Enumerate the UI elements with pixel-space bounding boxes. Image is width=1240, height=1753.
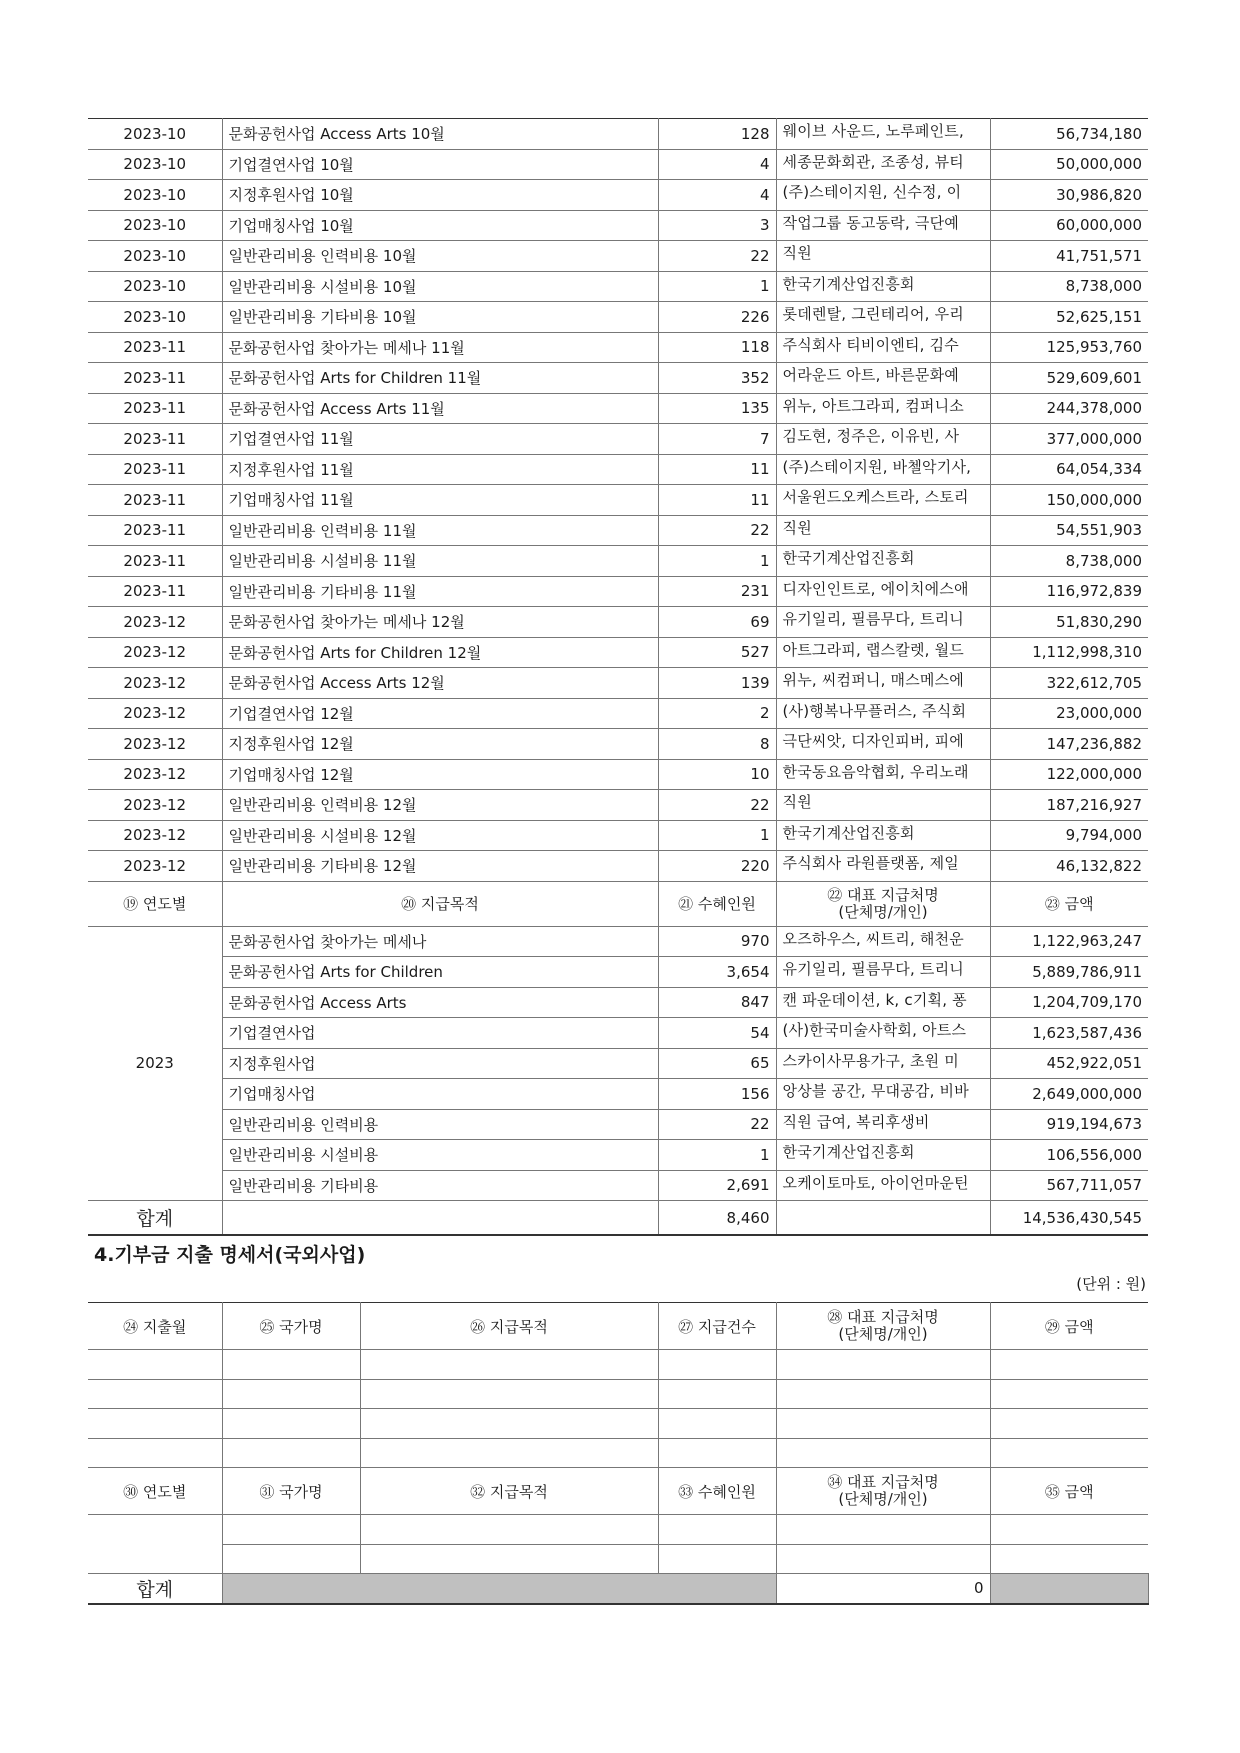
cell-recipient: 캔 파운데이션, k, c기획, 퐁 bbox=[776, 987, 990, 1018]
cell-recipient: (주)스테이지원, 바첼악기사, bbox=[776, 454, 990, 485]
table-row bbox=[88, 1544, 1148, 1574]
cell-month: 2023-12 bbox=[88, 637, 222, 668]
table-row bbox=[88, 1109, 1148, 1140]
cell-purpose: 문화공헌사업 Arts for Children bbox=[222, 957, 658, 988]
table-row bbox=[88, 271, 1148, 302]
cell-amount: 244,378,000 bbox=[990, 393, 1148, 424]
header-recipient-line2: (단체명/개인) bbox=[838, 1490, 928, 1508]
cell-beneficiaries: 128 bbox=[658, 119, 776, 150]
cell-recipient: 위누, 아트그라피, 컴퍼니소 bbox=[776, 393, 990, 424]
cell-purpose: 일반관리비용 시설비용 12월 bbox=[222, 820, 658, 851]
table-row bbox=[88, 926, 1148, 957]
header-purpose: ⑳ 지급목적 bbox=[222, 881, 658, 926]
table-row bbox=[88, 1079, 1148, 1110]
cell-beneficiaries: 1 bbox=[658, 1140, 776, 1171]
cell-purpose: 기업매칭사업 12월 bbox=[222, 759, 658, 790]
cell-purpose: 기업결연사업 10월 bbox=[222, 149, 658, 180]
cell-recipient: 주식회사 티비이엔티, 김수 bbox=[776, 332, 990, 363]
cell-amount: 529,609,601 bbox=[990, 363, 1148, 394]
table-row bbox=[88, 210, 1148, 241]
cell-month: 2023-11 bbox=[88, 363, 222, 394]
header-month: ㉔ 지출월 bbox=[88, 1303, 222, 1350]
overseas-expenditure-table bbox=[88, 1302, 1148, 1605]
cell-beneficiaries: 69 bbox=[658, 607, 776, 638]
cell-amount: 8,738,000 bbox=[990, 546, 1148, 577]
table-row bbox=[88, 424, 1148, 455]
table-row bbox=[88, 180, 1148, 211]
cell-month: 2023-10 bbox=[88, 271, 222, 302]
cell-purpose: 일반관리비용 기타비용 11월 bbox=[222, 576, 658, 607]
cell-purpose: 일반관리비용 시설비용 11월 bbox=[222, 546, 658, 577]
total-label: 합계 bbox=[88, 1201, 222, 1236]
cell-beneficiaries: 11 bbox=[658, 485, 776, 516]
cell-amount: 919,194,673 bbox=[990, 1109, 1148, 1140]
cell-recipient: 롯데렌탈, 그린테리어, 우리 bbox=[776, 302, 990, 333]
cell-month: 2023-11 bbox=[88, 576, 222, 607]
cell-amount: 187,216,927 bbox=[990, 790, 1148, 821]
table-row bbox=[88, 1350, 1148, 1380]
cell-recipient: 디자인인트로, 에이치에스애 bbox=[776, 576, 990, 607]
cell-beneficiaries: 135 bbox=[658, 393, 776, 424]
total-label: 합계 bbox=[88, 1574, 222, 1604]
table-row bbox=[88, 1438, 1148, 1468]
total-shaded-recipient bbox=[990, 1574, 1148, 1604]
cell-amount: 30,986,820 bbox=[990, 180, 1148, 211]
cell-amount: 8,738,000 bbox=[990, 271, 1148, 302]
table-row bbox=[88, 241, 1148, 272]
cell-beneficiaries: 139 bbox=[658, 668, 776, 699]
total-empty-recipient bbox=[776, 1201, 990, 1236]
header-recipient-line1: ㉞ 대표 지급처명 bbox=[827, 1473, 939, 1491]
unit-label: (단위 : 원) bbox=[1076, 1275, 1146, 1293]
cell-amount: 567,711,057 bbox=[990, 1170, 1148, 1201]
cell-recipient: 한국동요음악협회, 우리노래 bbox=[776, 759, 990, 790]
table-row bbox=[88, 515, 1148, 546]
header-country: ㉕ 국가명 bbox=[222, 1303, 360, 1350]
cell-amount: 60,000,000 bbox=[990, 210, 1148, 241]
cell-beneficiaries: 22 bbox=[658, 241, 776, 272]
cell-month: 2023-10 bbox=[88, 119, 222, 150]
table-row bbox=[88, 546, 1148, 577]
table-row bbox=[88, 485, 1148, 516]
section-title: 4.기부금 지출 명세서(국외사업) bbox=[94, 1244, 366, 1266]
cell-amount: 1,204,709,170 bbox=[990, 987, 1148, 1018]
page bbox=[88, 118, 1148, 1605]
domestic-expenditure-table bbox=[88, 118, 1148, 1236]
header-amount: ㉙ 금액 bbox=[990, 1303, 1148, 1350]
cell-purpose: 기업결연사업 11월 bbox=[222, 424, 658, 455]
cell-recipient: 어라운드 아트, 바른문화예 bbox=[776, 363, 990, 394]
cell-purpose: 일반관리비용 시설비용 bbox=[222, 1140, 658, 1171]
cell-amount: 64,054,334 bbox=[990, 454, 1148, 485]
cell-amount: 377,000,000 bbox=[990, 424, 1148, 455]
cell-amount: 52,625,151 bbox=[990, 302, 1148, 333]
header-beneficiaries: ㉝ 수혜인원 bbox=[658, 1468, 776, 1515]
cell-beneficiaries: 1 bbox=[658, 820, 776, 851]
table-row bbox=[88, 576, 1148, 607]
cell-beneficiaries: 2 bbox=[658, 698, 776, 729]
cell-recipient: 유기일리, 필름무다, 트리니 bbox=[776, 607, 990, 638]
cell-beneficiaries: 352 bbox=[658, 363, 776, 394]
overseas-year-header-row bbox=[88, 1468, 1148, 1515]
table-row bbox=[88, 957, 1148, 988]
cell-beneficiaries: 10 bbox=[658, 759, 776, 790]
cell-amount: 5,889,786,911 bbox=[990, 957, 1148, 988]
cell-purpose: 일반관리비용 시설비용 10월 bbox=[222, 271, 658, 302]
cell-month: 2023-12 bbox=[88, 607, 222, 638]
header-recipient-line2: (단체명/개인) bbox=[838, 902, 928, 921]
cell-month: 2023-12 bbox=[88, 820, 222, 851]
cell-amount: 56,734,180 bbox=[990, 119, 1148, 150]
table-row bbox=[88, 1018, 1148, 1049]
header-beneficiaries: ㉑ 수혜인원 bbox=[658, 881, 776, 926]
cell-amount: 54,551,903 bbox=[990, 515, 1148, 546]
cell-purpose: 기업매칭사업 bbox=[222, 1079, 658, 1110]
cell-month: 2023-11 bbox=[88, 424, 222, 455]
cell-month: 2023-12 bbox=[88, 698, 222, 729]
cell-recipient: 위누, 씨컴퍼니, 매스메스에 bbox=[776, 668, 990, 699]
cell-beneficiaries: 527 bbox=[658, 637, 776, 668]
cell-month: 2023-11 bbox=[88, 393, 222, 424]
cell-recipient: 직원 급여, 복리후생비 bbox=[776, 1109, 990, 1140]
total-empty bbox=[222, 1201, 658, 1236]
table-row bbox=[88, 1379, 1148, 1409]
header-year: ⑲ 연도별 bbox=[88, 881, 222, 926]
cell-recipient: (주)스테이지원, 신수정, 이 bbox=[776, 180, 990, 211]
overseas-header-row bbox=[88, 1303, 1148, 1350]
cell-amount: 125,953,760 bbox=[990, 332, 1148, 363]
total-row bbox=[88, 1201, 1148, 1236]
table-row bbox=[88, 332, 1148, 363]
header-country: ㉛ 국가명 bbox=[222, 1468, 360, 1515]
cell-purpose: 문화공헌사업 찾아가는 메세나 bbox=[222, 926, 658, 957]
cell-month: 2023-10 bbox=[88, 302, 222, 333]
cell-recipient: 주식회사 라원플랫폼, 제일 bbox=[776, 851, 990, 882]
cell-purpose: 문화공헌사업 Access Arts 12월 bbox=[222, 668, 658, 699]
table-row bbox=[88, 302, 1148, 333]
table-row bbox=[88, 851, 1148, 882]
cell-beneficiaries: 7 bbox=[658, 424, 776, 455]
cell-month: 2023-10 bbox=[88, 180, 222, 211]
cell-amount: 9,794,000 bbox=[990, 820, 1148, 851]
cell-recipient: (사)행복나무플러스, 주식회 bbox=[776, 698, 990, 729]
cell-amount: 23,000,000 bbox=[990, 698, 1148, 729]
cell-beneficiaries: 1 bbox=[658, 546, 776, 577]
cell-recipient: (사)한국미술사학회, 아트스 bbox=[776, 1018, 990, 1049]
cell-purpose: 문화공헌사업 Access Arts 11월 bbox=[222, 393, 658, 424]
cell-beneficiaries: 847 bbox=[658, 987, 776, 1018]
cell-month: 2023-12 bbox=[88, 759, 222, 790]
table-row bbox=[88, 759, 1148, 790]
yearly-rows bbox=[88, 926, 1148, 1201]
cell-recipient: 오즈하우스, 씨트리, 해천운 bbox=[776, 926, 990, 957]
cell-recipient: 한국기계산업진흥회 bbox=[776, 820, 990, 851]
header-amount: ㉟ 금액 bbox=[990, 1468, 1148, 1515]
total-beneficiaries: 0 bbox=[776, 1574, 990, 1604]
table-row bbox=[88, 363, 1148, 394]
cell-amount: 452,922,051 bbox=[990, 1048, 1148, 1079]
cell-recipient: 유기일리, 필름무다, 트리니 bbox=[776, 957, 990, 988]
cell-amount: 1,122,963,247 bbox=[990, 926, 1148, 957]
cell-purpose: 기업매칭사업 11월 bbox=[222, 485, 658, 516]
cell-amount: 122,000,000 bbox=[990, 759, 1148, 790]
cell-purpose: 지정후원사업 bbox=[222, 1048, 658, 1079]
cell-beneficiaries: 156 bbox=[658, 1079, 776, 1110]
table-row bbox=[88, 607, 1148, 638]
cell-purpose: 일반관리비용 인력비용 12월 bbox=[222, 790, 658, 821]
cell-purpose: 지정후원사업 11월 bbox=[222, 454, 658, 485]
cell-purpose: 일반관리비용 인력비용 11월 bbox=[222, 515, 658, 546]
cell-amount: 46,132,822 bbox=[990, 851, 1148, 882]
cell-purpose: 일반관리비용 기타비용 bbox=[222, 1170, 658, 1201]
cell-recipient: 아트그라피, 랩스칼렛, 월드 bbox=[776, 637, 990, 668]
yearly-section bbox=[88, 881, 1148, 926]
cell-beneficiaries: 3,654 bbox=[658, 957, 776, 988]
cell-purpose: 문화공헌사업 Arts for Children 11월 bbox=[222, 363, 658, 394]
cell-purpose: 문화공헌사업 Access Arts 10월 bbox=[222, 119, 658, 150]
cell-month: 2023-11 bbox=[88, 332, 222, 363]
cell-beneficiaries: 118 bbox=[658, 332, 776, 363]
cell-purpose: 기업매칭사업 10월 bbox=[222, 210, 658, 241]
table-row bbox=[88, 1170, 1148, 1201]
cell-month: 2023-10 bbox=[88, 241, 222, 272]
table-row bbox=[88, 698, 1148, 729]
cell-amount: 150,000,000 bbox=[990, 485, 1148, 516]
header-recipient bbox=[776, 881, 990, 926]
cell-beneficiaries: 4 bbox=[658, 149, 776, 180]
cell-recipient: 한국기계산업진흥회 bbox=[776, 271, 990, 302]
cell-amount: 2,649,000,000 bbox=[990, 1079, 1148, 1110]
overseas-total-row bbox=[88, 1574, 1148, 1604]
cell-beneficiaries: 65 bbox=[658, 1048, 776, 1079]
monthly-rows bbox=[88, 119, 1148, 882]
header-year: ㉚ 연도별 bbox=[88, 1468, 222, 1515]
table-row bbox=[88, 149, 1148, 180]
cell-month: 2023-11 bbox=[88, 485, 222, 516]
cell-beneficiaries: 231 bbox=[658, 576, 776, 607]
table-row bbox=[88, 729, 1148, 760]
table-row bbox=[88, 119, 1148, 150]
cell-amount: 106,556,000 bbox=[990, 1140, 1148, 1171]
table-row bbox=[88, 668, 1148, 699]
cell-purpose: 문화공헌사업 찾아가는 메세나 12월 bbox=[222, 607, 658, 638]
total-beneficiaries: 8,460 bbox=[658, 1201, 776, 1236]
cell-beneficiaries: 54 bbox=[658, 1018, 776, 1049]
cell-amount: 116,972,839 bbox=[990, 576, 1148, 607]
cell-purpose: 문화공헌사업 Arts for Children 12월 bbox=[222, 637, 658, 668]
cell-purpose: 일반관리비용 인력비용 bbox=[222, 1109, 658, 1140]
yearly-header-row bbox=[88, 881, 1148, 926]
cell-recipient: 한국기계산업진흥회 bbox=[776, 546, 990, 577]
header-recipient-line1: ㉘ 대표 지급처명 bbox=[827, 1308, 939, 1326]
header-count: ㉗ 지급건수 bbox=[658, 1303, 776, 1350]
table-row bbox=[88, 987, 1148, 1018]
cell-purpose: 일반관리비용 인력비용 10월 bbox=[222, 241, 658, 272]
cell-beneficiaries: 22 bbox=[658, 790, 776, 821]
cell-month: 2023-11 bbox=[88, 546, 222, 577]
cell-month: 2023-10 bbox=[88, 210, 222, 241]
cell-recipient: 앙상블 공간, 무대공감, 비바 bbox=[776, 1079, 990, 1110]
cell-recipient: 웨이브 사운드, 노루페인트, bbox=[776, 119, 990, 150]
cell-purpose: 문화공헌사업 찾아가는 메세나 11월 bbox=[222, 332, 658, 363]
cell-beneficiaries: 226 bbox=[658, 302, 776, 333]
total-amount: 14,536,430,545 bbox=[990, 1201, 1148, 1236]
cell-recipient: 작업그룹 동고동락, 극단예 bbox=[776, 210, 990, 241]
cell-beneficiaries: 970 bbox=[658, 926, 776, 957]
cell-month: 2023-10 bbox=[88, 149, 222, 180]
cell-amount: 147,236,882 bbox=[990, 729, 1148, 760]
cell-recipient: 한국기계산업진흥회 bbox=[776, 1140, 990, 1171]
cell-beneficiaries: 11 bbox=[658, 454, 776, 485]
header-recipient-line1: ㉒ 대표 지급처명 bbox=[827, 885, 939, 904]
cell-recipient: 직원 bbox=[776, 241, 990, 272]
cell-month: 2023-12 bbox=[88, 729, 222, 760]
header-recipient bbox=[776, 1303, 990, 1350]
cell-purpose: 지정후원사업 12월 bbox=[222, 729, 658, 760]
cell-year: 2023 bbox=[88, 926, 222, 1201]
cell-amount: 1,623,587,436 bbox=[990, 1018, 1148, 1049]
table-row bbox=[88, 1515, 1148, 1545]
table-row bbox=[88, 1409, 1148, 1439]
cell-purpose: 기업결연사업 bbox=[222, 1018, 658, 1049]
cell-recipient: 오케이토마토, 아이언마운틴 bbox=[776, 1170, 990, 1201]
header-purpose: ㉜ 지급목적 bbox=[360, 1468, 658, 1515]
table-row bbox=[88, 393, 1148, 424]
cell-beneficiaries: 2,691 bbox=[658, 1170, 776, 1201]
cell-recipient: 스카이사무용가구, 초원 미 bbox=[776, 1048, 990, 1079]
cell-beneficiaries: 4 bbox=[658, 180, 776, 211]
header-recipient bbox=[776, 1468, 990, 1515]
cell-recipient: 김도현, 정주은, 이유빈, 사 bbox=[776, 424, 990, 455]
cell-beneficiaries: 22 bbox=[658, 1109, 776, 1140]
cell-purpose: 문화공헌사업 Access Arts bbox=[222, 987, 658, 1018]
cell-month: 2023-12 bbox=[88, 668, 222, 699]
table-row bbox=[88, 1048, 1148, 1079]
cell-purpose: 일반관리비용 기타비용 10월 bbox=[222, 302, 658, 333]
table-row bbox=[88, 454, 1148, 485]
cell-amount: 322,612,705 bbox=[990, 668, 1148, 699]
cell-beneficiaries: 8 bbox=[658, 729, 776, 760]
cell-amount: 51,830,290 bbox=[990, 607, 1148, 638]
cell-month: 2023-12 bbox=[88, 851, 222, 882]
table-row bbox=[88, 637, 1148, 668]
total-shaded-cell bbox=[222, 1574, 776, 1604]
cell-amount: 41,751,571 bbox=[990, 241, 1148, 272]
cell-recipient: 극단씨앗, 디자인피버, 피에 bbox=[776, 729, 990, 760]
cell-purpose: 일반관리비용 기타비용 12월 bbox=[222, 851, 658, 882]
table-row bbox=[88, 790, 1148, 821]
cell-amount: 50,000,000 bbox=[990, 149, 1148, 180]
cell-beneficiaries: 3 bbox=[658, 210, 776, 241]
cell-recipient: 서울윈드오케스트라, 스토리 bbox=[776, 485, 990, 516]
cell-beneficiaries: 22 bbox=[658, 515, 776, 546]
cell-recipient: 세종문화회관, 조종성, 뷰티 bbox=[776, 149, 990, 180]
header-purpose: ㉖ 지급목적 bbox=[360, 1303, 658, 1350]
cell-beneficiaries: 220 bbox=[658, 851, 776, 882]
cell-amount: 1,112,998,310 bbox=[990, 637, 1148, 668]
cell-recipient: 직원 bbox=[776, 515, 990, 546]
header-recipient-line2: (단체명/개인) bbox=[838, 1325, 928, 1343]
cell-purpose: 지정후원사업 10월 bbox=[222, 180, 658, 211]
cell-month: 2023-11 bbox=[88, 454, 222, 485]
header-amount: ㉓ 금액 bbox=[990, 881, 1148, 926]
cell-purpose: 기업결연사업 12월 bbox=[222, 698, 658, 729]
cell-beneficiaries: 1 bbox=[658, 271, 776, 302]
table-row bbox=[88, 820, 1148, 851]
table-row bbox=[88, 1140, 1148, 1171]
cell-recipient: 직원 bbox=[776, 790, 990, 821]
cell-month: 2023-11 bbox=[88, 515, 222, 546]
cell-month: 2023-12 bbox=[88, 790, 222, 821]
